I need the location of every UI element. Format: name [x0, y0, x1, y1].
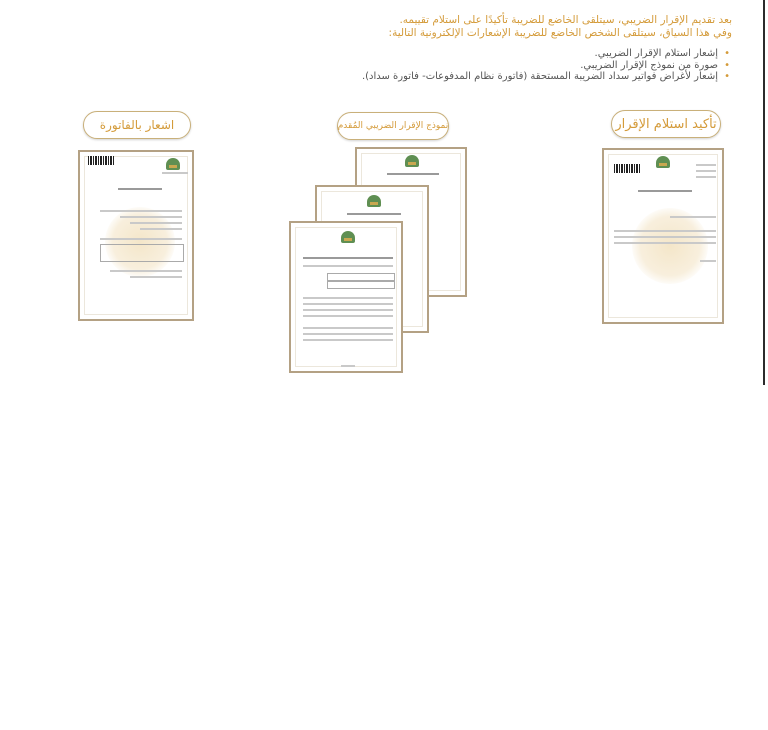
emblem-icon: [341, 231, 355, 243]
text-line: [303, 327, 393, 329]
text-line: [303, 297, 393, 299]
text-line: [100, 238, 182, 240]
intro-line-2: وفي هذا السياق، سيتلقى الشخص الخاضع للضريبة الإشعارات الإلكترونية التالية:: [388, 27, 732, 39]
form-field: [327, 281, 395, 289]
receipt-confirmation-label-text: تأكيد استلام الإقرار: [615, 116, 717, 132]
list-item: • إشعار لأغراض فواتير سداد الضريبة المستحقة (فاتورة نظام المدفوعات- فاتورة سداد).: [172, 71, 718, 83]
receipt-confirmation-document: [602, 148, 724, 324]
text-line: [614, 230, 716, 232]
text-line: [614, 236, 716, 238]
emblem-icon: [656, 156, 670, 168]
text-line: [614, 242, 716, 244]
title-line: [387, 173, 439, 175]
text-line: [670, 216, 716, 218]
text-line: [130, 222, 182, 224]
intro-line-1: بعد تقديم الإقرار الضريبي، سيتلقى الخاضع للضريبة تأكيدًا على استلام تقييمه.: [399, 14, 732, 26]
invoice-notice-label: [83, 111, 191, 139]
header-line: [162, 172, 188, 174]
header-line: [696, 170, 716, 172]
watermark-emblem: [632, 208, 708, 284]
list-item: • إشعار استلام الإقرار الضريبي.: [172, 48, 718, 60]
header-line: [696, 164, 716, 166]
emblem-icon: [166, 158, 180, 170]
text-line: [110, 270, 182, 272]
text-line: [303, 339, 393, 341]
text-line: [303, 333, 393, 335]
emblem-icon: [405, 155, 419, 167]
text-line: [303, 257, 393, 259]
watermark-emblem: [105, 207, 175, 277]
list-item: • صورة من نموذج الإقرار الضريبي.: [172, 60, 718, 72]
form-field: [327, 273, 395, 281]
text-line: [120, 216, 182, 218]
notification-list: [172, 48, 732, 83]
right-divider: [763, 0, 765, 385]
barcode-icon: [614, 164, 640, 173]
barcode-icon: [88, 156, 114, 165]
text-line: [700, 260, 716, 262]
header-line: [696, 176, 716, 178]
text-line: [100, 210, 182, 212]
title-line: [347, 213, 401, 215]
text-line: [303, 309, 393, 311]
invoice-notice-label-text: اشعار بالفاتورة: [99, 118, 175, 132]
tax-form-label: [337, 112, 449, 140]
text-line: [303, 315, 393, 317]
invoice-notice-document: [78, 150, 194, 321]
intro-text: [172, 14, 732, 83]
invoice-table: [100, 244, 184, 262]
title-line: [118, 188, 162, 190]
text-line: [130, 276, 182, 278]
page-number-line: [341, 365, 355, 367]
receipt-confirmation-label: [611, 110, 721, 138]
tax-form-page-1: [289, 221, 403, 373]
emblem-icon: [367, 195, 381, 207]
tax-form-label-text: نموذج الإقرار الضريبي المُقدم: [337, 121, 449, 131]
text-line: [140, 228, 182, 230]
title-line: [638, 190, 692, 192]
text-line: [303, 303, 393, 305]
text-line: [303, 265, 393, 267]
